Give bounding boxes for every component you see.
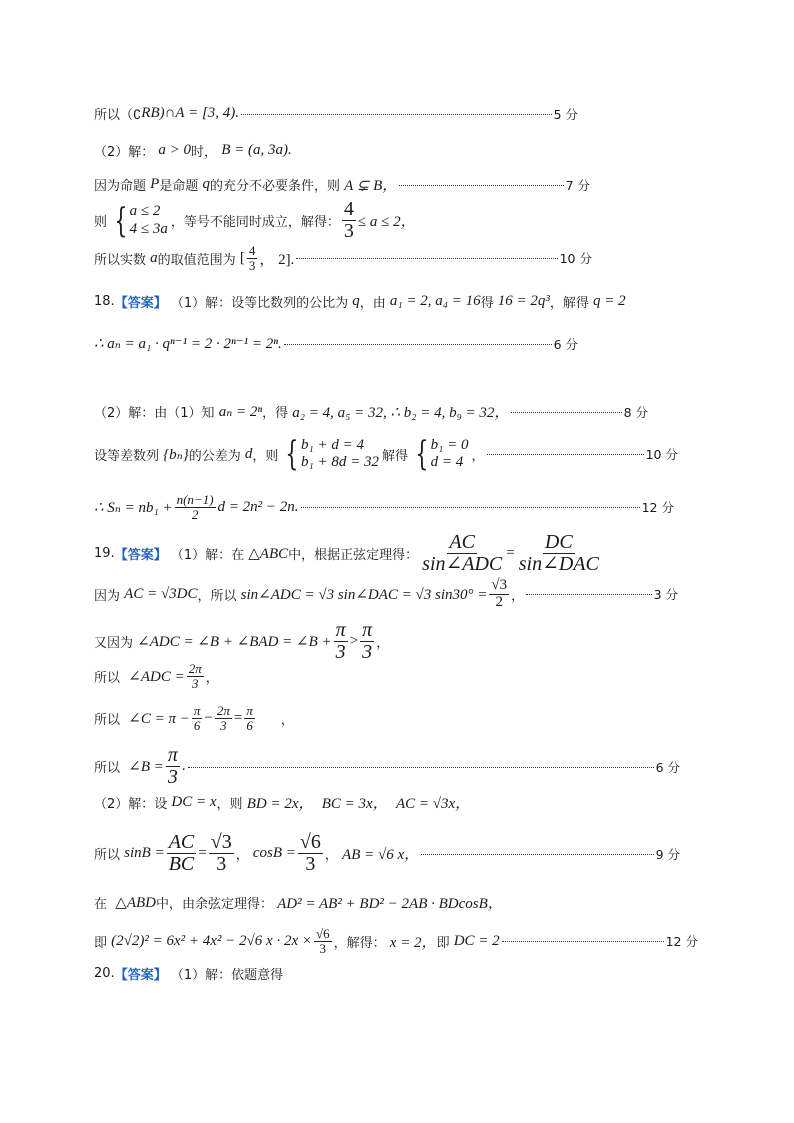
denominator: BC bbox=[168, 853, 195, 875]
line-text: ，则 bbox=[216, 797, 243, 812]
dotted-leader bbox=[188, 766, 654, 768]
math-expression: DC = x bbox=[171, 794, 217, 810]
answer-line-19-solve bbox=[94, 927, 698, 955]
fraction bbox=[175, 493, 216, 521]
line-text: ，则 bbox=[252, 448, 279, 464]
line-text: ，解得： bbox=[333, 935, 386, 951]
question-18-header bbox=[94, 292, 626, 311]
numerator: π bbox=[167, 744, 178, 766]
bracket: [ bbox=[239, 249, 245, 266]
math-expression: ∠B = bbox=[128, 759, 164, 775]
score-points: 12 分 bbox=[641, 500, 674, 516]
numerator: 4 bbox=[248, 243, 256, 258]
line-text: （1）解：在 bbox=[170, 548, 245, 563]
question-number: 19. bbox=[94, 546, 115, 561]
fraction bbox=[215, 704, 232, 732]
fraction bbox=[360, 620, 374, 663]
denominator: 3 bbox=[362, 641, 373, 663]
line-text: 是命题 bbox=[159, 179, 199, 194]
denominator: 3 bbox=[248, 257, 256, 273]
math-expression: AB = √6 x， bbox=[342, 847, 420, 863]
answer-line-17-range bbox=[94, 244, 592, 272]
dotted-leader bbox=[502, 940, 664, 942]
fraction bbox=[314, 927, 332, 955]
math-expression: RB)∩A = [3, 4). bbox=[141, 105, 240, 121]
math-expression: {bₙ} bbox=[163, 446, 189, 463]
line-text: 所以 bbox=[94, 848, 121, 863]
fraction bbox=[420, 532, 504, 575]
math-expression: x = 2， bbox=[389, 934, 437, 951]
dotted-leader bbox=[284, 343, 552, 345]
answer-line-17-condition bbox=[94, 174, 590, 195]
line-text: 因为命题 bbox=[94, 179, 147, 194]
dotted-leader bbox=[421, 853, 653, 855]
answer-tag: 【答案】 bbox=[114, 548, 167, 563]
denominator: 3 bbox=[191, 675, 199, 691]
math-symbol: > bbox=[349, 633, 359, 649]
math-expression: a₂ = 4, a₅ = 32, ∴ b₂ = 4, b₉ = 32， bbox=[292, 405, 510, 421]
system-row: 4 ≤ 3a bbox=[129, 220, 168, 237]
line-text: ， bbox=[511, 588, 525, 604]
line-text: 设等差数列 bbox=[94, 448, 160, 464]
answer-line-19-sin-cos bbox=[94, 832, 680, 875]
math-expression: q = 2 bbox=[593, 293, 626, 309]
math-symbol: − bbox=[204, 709, 213, 726]
math-expression: sinB = bbox=[124, 845, 165, 861]
line-text: ，由 bbox=[359, 296, 386, 311]
question-number: 20. bbox=[94, 966, 115, 981]
math-expression: . bbox=[181, 758, 186, 774]
fraction bbox=[247, 244, 258, 272]
line-text: 因为 bbox=[94, 588, 121, 604]
math-expression: ∴ aₙ = a₁ · qⁿ⁻¹ = 2 · 2ⁿ⁻¹ = 2ⁿ. bbox=[94, 336, 282, 352]
math-expression: AD² = AB² + BD² − 2AB · BDcosB， bbox=[277, 896, 503, 912]
math-expression: ∠ADC = bbox=[128, 668, 185, 685]
math-expression: AC = √3DC bbox=[124, 585, 198, 602]
equation-system bbox=[281, 434, 380, 475]
dotted-leader bbox=[296, 257, 557, 259]
line-text: （2）解：设 bbox=[94, 797, 168, 812]
system-row: b₁ = 0 bbox=[430, 437, 469, 453]
line-text: 中，根据正弦定理得： bbox=[288, 548, 419, 563]
answer-tag: 【答案】 bbox=[114, 968, 167, 983]
left-brace: { bbox=[114, 200, 128, 241]
answer-line-18-sum bbox=[94, 493, 674, 521]
numerator: AC bbox=[449, 531, 475, 553]
line-text: 所以实数 bbox=[94, 252, 147, 268]
math-expression: a > 0 bbox=[158, 142, 192, 158]
dotted-leader bbox=[241, 113, 552, 115]
line-text: ， bbox=[235, 848, 249, 863]
line-text: 在 bbox=[94, 897, 108, 912]
math-expression: ∠ADC = ∠B + ∠BAD = ∠B + bbox=[137, 634, 332, 650]
fraction bbox=[334, 620, 348, 663]
score-points: 12 分 bbox=[665, 934, 698, 950]
system-row: b₁ + 8d = 32 bbox=[301, 454, 380, 471]
answer-line-19-cosine-law bbox=[94, 892, 503, 913]
score-points: 10 分 bbox=[559, 251, 592, 267]
answer-line-19-angle bbox=[94, 620, 389, 663]
line-text: 得 bbox=[480, 296, 494, 311]
denominator: 3 bbox=[167, 766, 178, 788]
line-text: ，解得 bbox=[549, 296, 589, 311]
answer-line-19-angle-c bbox=[94, 704, 294, 732]
numerator: DC bbox=[544, 531, 573, 553]
numerator: 2π bbox=[216, 703, 230, 718]
fraction bbox=[167, 832, 197, 875]
numerator: √6 bbox=[315, 926, 330, 941]
fraction bbox=[342, 199, 356, 242]
equals-sign: = bbox=[233, 709, 243, 726]
fraction bbox=[244, 704, 255, 732]
answer-line-17-intersection bbox=[94, 104, 578, 123]
numerator: π bbox=[362, 619, 373, 641]
line-text: ，所以 bbox=[197, 588, 237, 604]
line-text: 的充分不必要条件，则 bbox=[209, 179, 340, 194]
line-text: 所以 bbox=[94, 712, 121, 728]
numerator: π bbox=[335, 619, 346, 641]
denominator: 6 bbox=[246, 717, 253, 733]
line-text: ， bbox=[280, 712, 294, 728]
part-label: （2）解： bbox=[94, 145, 155, 160]
math-expression: aₙ = 2ⁿ bbox=[218, 404, 263, 420]
math-expression: A ⊊ B， bbox=[344, 178, 398, 194]
fraction bbox=[517, 532, 601, 575]
denominator: 3 bbox=[220, 717, 227, 733]
left-brace: { bbox=[285, 434, 299, 475]
math-expression: ∴ Sₙ = nb₁ + bbox=[94, 499, 173, 516]
line-text: （1）解：依题意得 bbox=[170, 968, 284, 983]
line-text: 即 bbox=[94, 935, 108, 951]
math-expression: △ABD bbox=[115, 895, 156, 911]
line-text: 时， bbox=[191, 145, 218, 160]
answer-line-19-part2 bbox=[94, 792, 470, 813]
math-expression: BD = 2x， bbox=[246, 796, 314, 812]
math-expression: ∠C = π − bbox=[128, 710, 190, 727]
equals-sign: = bbox=[506, 545, 515, 561]
line-text: ，等号不能同时成立，解得： bbox=[170, 215, 340, 230]
line-text: 即 bbox=[436, 935, 450, 951]
system-row: d = 4 bbox=[430, 454, 464, 471]
score-points: 6 分 bbox=[655, 759, 680, 775]
denominator: 2 bbox=[495, 593, 504, 610]
numerator: AC bbox=[168, 831, 195, 853]
question-20-header bbox=[94, 964, 283, 983]
denominator: 3 bbox=[343, 220, 354, 242]
line-text: 又因为 bbox=[94, 636, 134, 651]
line-text: 所以 bbox=[94, 761, 121, 776]
math-expression: ， 2]. bbox=[259, 251, 295, 268]
fraction bbox=[187, 662, 204, 690]
math-expression: △ABC bbox=[248, 546, 289, 562]
line-text: （2）解：由（1）知 bbox=[94, 406, 215, 421]
dotted-leader bbox=[511, 411, 621, 413]
line-text: 所以（∁ bbox=[94, 108, 142, 123]
dotted-leader bbox=[301, 506, 640, 508]
answer-line-19-adc bbox=[94, 662, 219, 690]
denominator: 6 bbox=[193, 717, 201, 733]
math-expression: d = 2n² − 2n. bbox=[217, 498, 299, 515]
line-text: ， bbox=[205, 670, 219, 686]
numerator: √3 bbox=[491, 577, 508, 593]
answer-line-18-formula bbox=[94, 334, 578, 353]
denominator: 3 bbox=[216, 853, 227, 875]
dotted-leader bbox=[399, 184, 563, 186]
equals-sign: = bbox=[198, 845, 207, 861]
math-expression: DC = 2 bbox=[453, 932, 500, 949]
score-points: 9 分 bbox=[655, 846, 680, 862]
inequality-system bbox=[110, 200, 168, 241]
math-expression: BC = 3x， bbox=[321, 796, 388, 812]
line-text: 解得 bbox=[382, 448, 409, 464]
answer-line-18-system bbox=[94, 434, 678, 475]
math-expression: sin∠ADC = √3 sin∠DAC = √3 sin30° = bbox=[240, 586, 488, 603]
denominator: 3 bbox=[319, 940, 327, 956]
denominator: 2 bbox=[191, 506, 199, 522]
score-points: 10 分 bbox=[645, 447, 678, 463]
denominator: sin∠ADC bbox=[422, 553, 503, 575]
line-text: （1）解：设等比数列的公比为 bbox=[170, 296, 349, 311]
line-text: ，得 bbox=[262, 406, 289, 421]
question-number: 18. bbox=[94, 294, 115, 309]
score-points: 6 分 bbox=[553, 336, 578, 352]
math-expression: B = (a, 3a). bbox=[221, 142, 292, 158]
math-expression: 16 = 2q³ bbox=[497, 293, 550, 309]
fraction bbox=[192, 704, 203, 732]
math-expression: (2√2)² = 6x² + 4x² − 2√6 x · 2x × bbox=[111, 932, 312, 949]
numerator: 4 bbox=[343, 198, 354, 220]
numerator: π bbox=[246, 703, 253, 718]
score-points: 8 分 bbox=[623, 404, 648, 420]
line-text: 的取值范围为 bbox=[157, 252, 236, 268]
line-text: ， bbox=[324, 848, 338, 863]
solution-system bbox=[411, 434, 469, 475]
answer-line-17-system bbox=[94, 199, 416, 242]
denominator: sin∠DAC bbox=[518, 553, 599, 575]
score-points: 5 分 bbox=[553, 106, 578, 122]
numerator: n(n−1) bbox=[176, 492, 214, 507]
dotted-leader bbox=[526, 593, 651, 595]
math-expression: a₁ = 2, a₄ = 16 bbox=[389, 293, 481, 309]
math-expression: cosB = bbox=[252, 845, 296, 861]
system-row: b₁ + d = 4 bbox=[301, 437, 365, 453]
answer-line-19-angle-b bbox=[94, 745, 680, 788]
line-text: 所以 bbox=[94, 670, 121, 686]
numerator: 2π bbox=[188, 661, 202, 676]
denominator: 3 bbox=[335, 641, 346, 663]
score-points: 7 分 bbox=[565, 177, 590, 193]
denominator: 3 bbox=[305, 853, 316, 875]
math-symbol: q bbox=[202, 176, 210, 192]
line-text: ， bbox=[471, 448, 485, 464]
math-expression: ≤ a ≤ 2， bbox=[357, 214, 416, 230]
answer-line-19-sine bbox=[94, 578, 678, 611]
question-19-header bbox=[94, 532, 603, 575]
numerator: π bbox=[193, 703, 201, 718]
fraction bbox=[166, 745, 180, 788]
score-points: 3 分 bbox=[653, 587, 678, 603]
dotted-leader bbox=[487, 453, 644, 455]
answer-line-17-part2 bbox=[94, 141, 292, 160]
line-text: 中，由余弦定理得： bbox=[155, 897, 273, 912]
line-text: 则 bbox=[94, 215, 108, 230]
fraction bbox=[298, 832, 323, 875]
numerator: √6 bbox=[299, 831, 321, 853]
fraction bbox=[209, 832, 234, 875]
numerator: √3 bbox=[210, 831, 232, 853]
line-text: 的公差为 bbox=[188, 448, 241, 464]
math-symbol: a bbox=[150, 249, 158, 266]
answer-line-18-part2 bbox=[94, 401, 648, 422]
left-brace: { bbox=[415, 434, 429, 475]
answer-tag: 【答案】 bbox=[114, 296, 167, 311]
line-text: ， bbox=[376, 636, 390, 651]
math-symbol: d bbox=[244, 445, 253, 462]
math-symbol: q bbox=[352, 293, 360, 309]
fraction bbox=[489, 578, 509, 611]
math-expression: AC = √3x， bbox=[395, 796, 471, 812]
system-row: a ≤ 2 bbox=[129, 203, 161, 220]
math-symbol: P bbox=[150, 176, 160, 192]
